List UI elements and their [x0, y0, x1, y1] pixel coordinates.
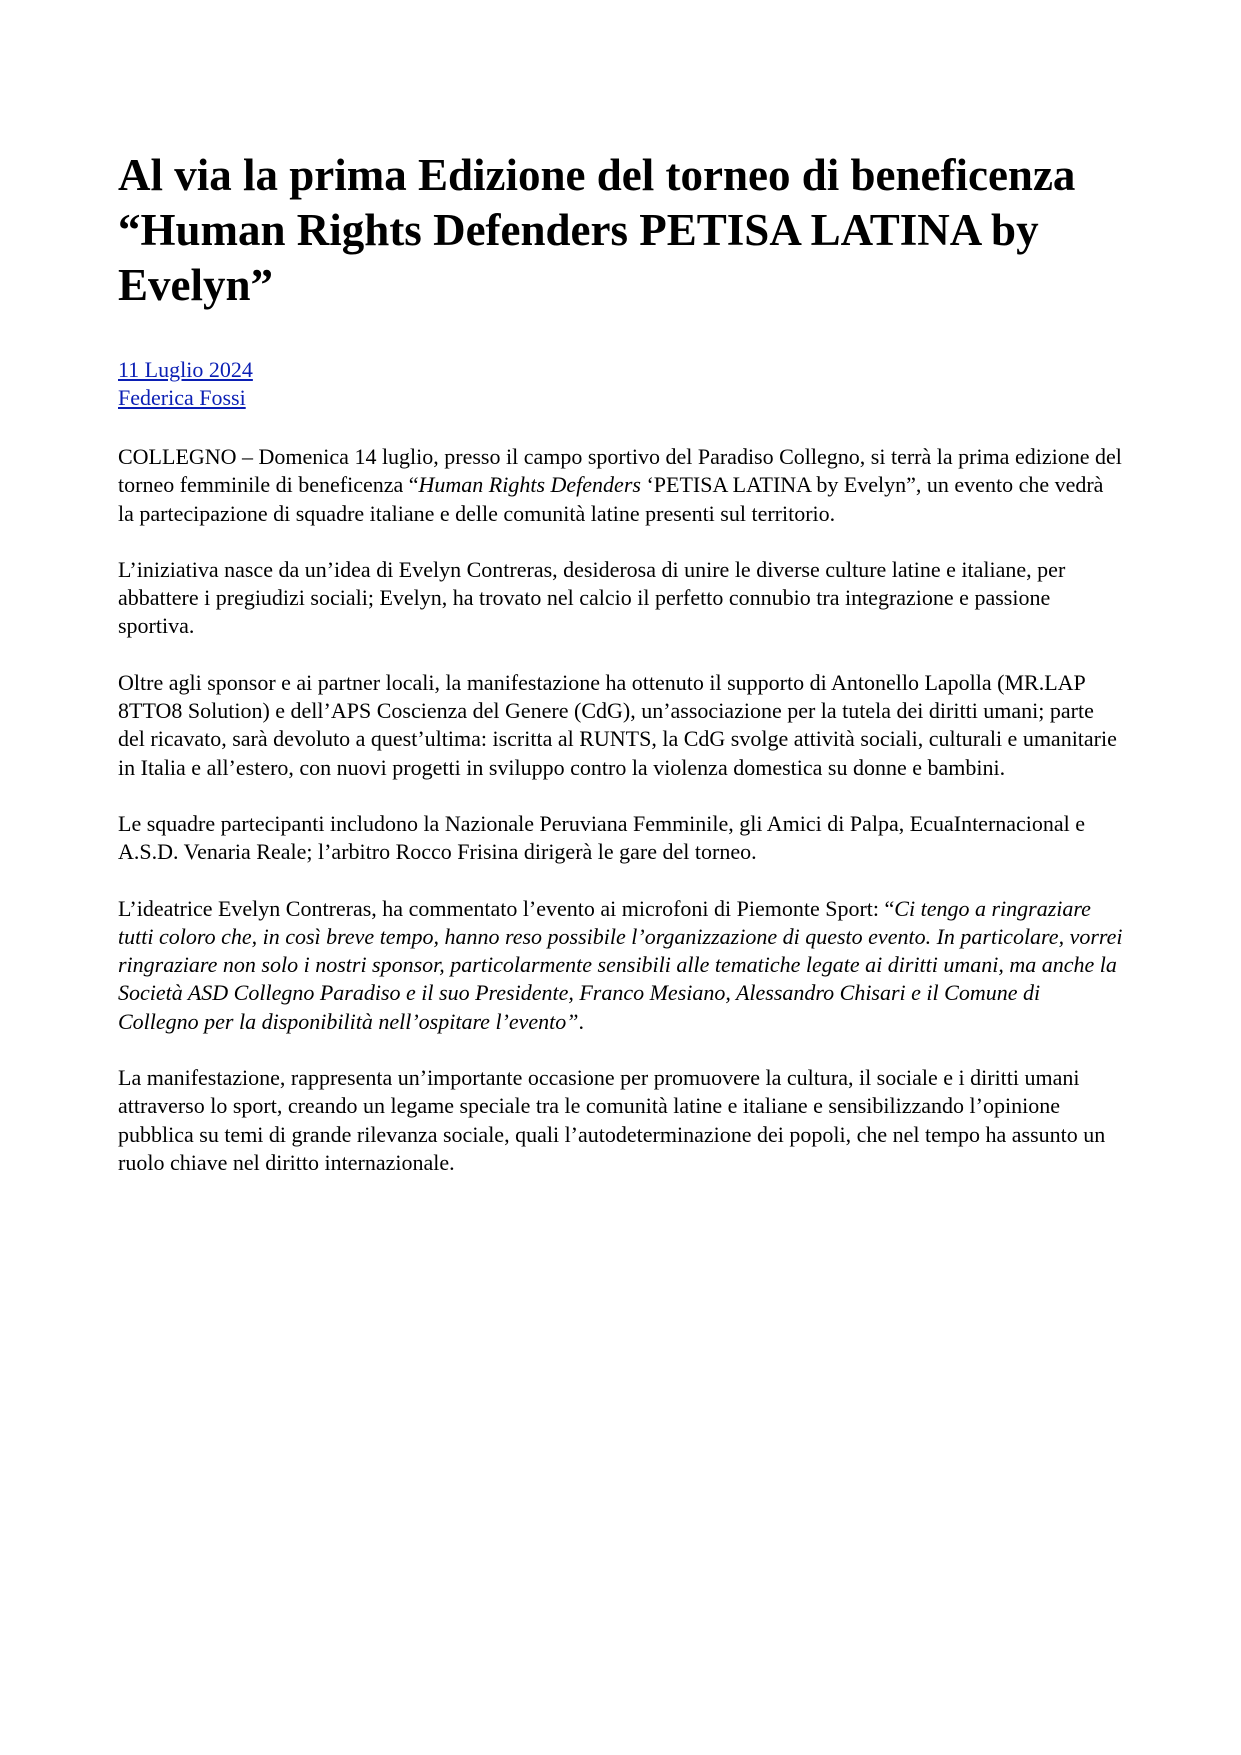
article-body	[118, 443, 1123, 1177]
article-date-link[interactable]: 11 Luglio 2024	[118, 357, 253, 382]
article-author-link[interactable]: Federica Fossi	[118, 385, 246, 410]
article-title: Al via la prima Edizione del torneo di beneficenza “Human Rights Defenders PETISA LATINA by Evelyn”	[118, 150, 1076, 310]
paragraph-1-italic: Human Rights Defenders	[418, 472, 641, 498]
paragraph-2: L’iniziativa nasce da un’idea di Evelyn Contreras, desiderosa di unire le diverse culture latine e italiane, per abbattere i pregiudizi sociali; Evelyn, ha trovato nel calcio il perfetto connubio tra integrazione e passione sportiva.	[118, 556, 1066, 639]
paragraph-6: La manifestazione, rappresenta un’importante occasione per promuovere la cultura, il sociale e i diritti umani attraverso lo sport, creando un legame speciale tra le comunità latine e italiane e sensibilizzando l’opinione pubblica su temi di grande rilevanza sociale, quali l’autodeterminazione dei popoli, che nel tempo ha assunto un ruolo chiave nel diritto internazionale.	[118, 1065, 1106, 1175]
paragraph-1-text-b: ‘PETISA LATINA by Evelyn”, un evento che vedrà la partecipazione di squadre italiane e delle comunità latine presenti sul territorio.	[118, 472, 1104, 526]
paragraph-3: Oltre agli sponsor e ai partner locali, la manifestazione ha ottenuto il supporto di Antonello Lapolla (MR.LAP 8TTO8 Solution) e dell’APS Coscienza del Genere (CdG), un’associazione per la tutela dei diritti umani; parte del ricavato, sarà devoluto a quest’ultima: iscritta al RUNTS, la CdG svolge attività sociali, culturali e umanitarie in Italia e all’estero, con nuovi progetti in sviluppo contro la violenza domestica su donne e bambini.	[118, 669, 1117, 780]
paragraph-1-text-a: COLLEGNO – Domenica 14 luglio, presso il campo sportivo del Paradiso Collegno, si terrà la prima edizione del torneo femminile di beneficenza “	[118, 444, 1122, 498]
paragraph-1	[118, 443, 1123, 528]
paragraph-5-quote: Ci tengo a ringraziare tutti coloro che, in così breve tempo, hanno reso possibile l’organizzazione di questo evento. In particolare, vorrei ringraziare non solo i nostri sponsor, particolarmente sensibili alle tematiche legate ai diritti umani, ma anche la Società ASD Collegno Paradiso e il suo Presidente, Franco Mesiano, Alessandro Chisari e il Comune di Collegno per la disponibilità nell’ospitare l’evento”	[118, 895, 1123, 1034]
article	[118, 148, 1123, 1177]
paragraph-5	[118, 895, 1123, 1036]
paragraph-5-text-b: .	[578, 1008, 585, 1034]
paragraph-5-text-a: L’ideatrice Evelyn Contreras, ha commentato l’evento ai microfoni di Piemonte Sport: “	[118, 895, 895, 921]
article-meta	[118, 356, 1123, 412]
paragraph-4: Le squadre partecipanti includono la Nazionale Peruviana Femminile, gli Amici di Palpa, EcuaInternacional e A.S.D. Venaria Reale; l’arbitro Rocco Frisina dirigerà le gare del torneo.	[118, 810, 1086, 865]
